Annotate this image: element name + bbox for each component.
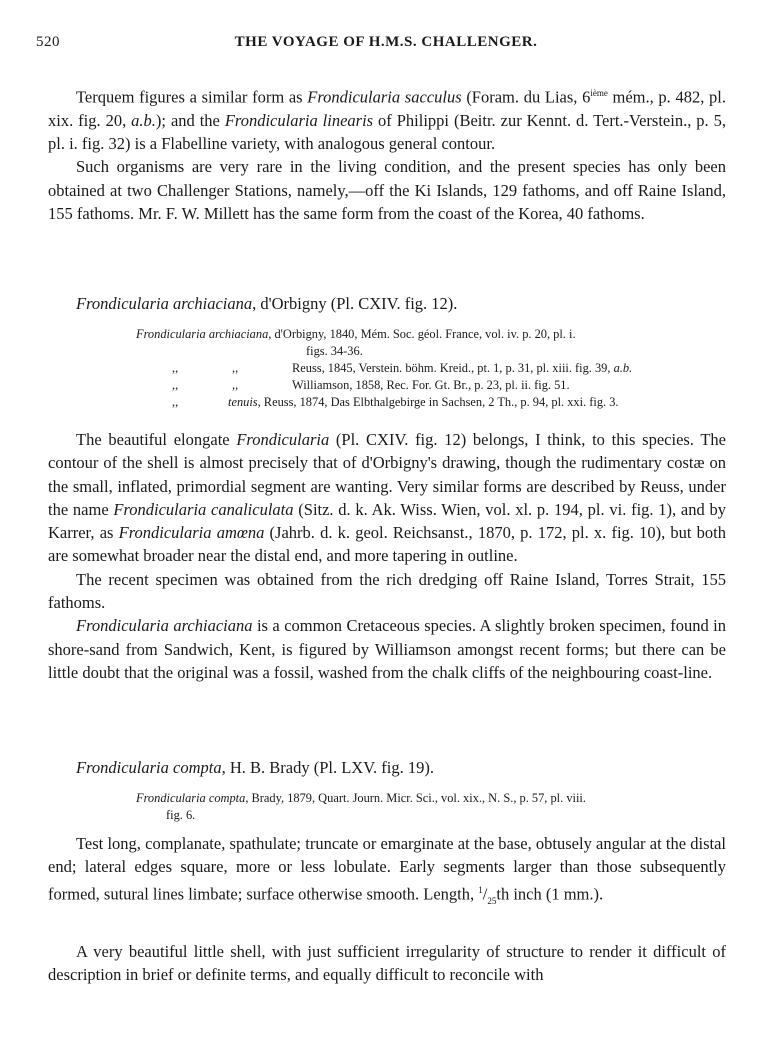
synonymy-entry: Frondicularia archiaciana, d'Orbigny, 1840, Mém. Soc. géol. France, vol. iv. p. 20, pl. i. xyxy=(136,327,576,341)
synonymy-entry: ,, ,, Williamson, 1858, Rec. For. Gt. Br., p. 23, pl. ii. fig. 51. xyxy=(172,378,570,392)
species-heading-archiaciana: Frondicularia archiaciana, d'Orbigny (Pl. CXIV. fig. 12). xyxy=(76,294,458,313)
synonymy-entry: Frondicularia compta, Brady, 1879, Quart. Journ. Micr. Sci., vol. xix., N. S., p. 57, pl. viii. xyxy=(136,791,586,805)
synonymy-entry-continued: fig. 6. xyxy=(166,808,196,822)
taxon-name: Frondicularia sacculus xyxy=(307,87,462,107)
running-title: THE VOYAGE OF H.M.S. CHALLENGER. xyxy=(234,34,538,50)
paragraph-rarity: Such organisms are very rare in the living condition, and the present species has only been obtained at two Challenger Stations, namely,—off the Ki Islands, 129 fathoms, and off Raine Island, 155 fathoms. Mr. F. W. Millett has the same form from the coast of the Korea, 40 fathoms. xyxy=(48,157,726,223)
page-number: 520 xyxy=(36,34,60,50)
paragraph-locality: The recent specimen was obtained from the rich dredging off Raine Island, Torres Strait, 155 fathoms. xyxy=(48,569,726,613)
species-heading-compta: Frondicularia compta, H. B. Brady (Pl. LXV. fig. 19). xyxy=(76,758,434,777)
paragraph-description: The beautiful elongate Frondicularia (Pl. CXIV. fig. 12) belongs, I think, to this species. The contour of the shell is almost precisely that of d'Orbigny's drawing, though the rudimentary costæ on the small, inflated, primordial segment are wanting. Very similar forms are described by Reuss, under the name Frondicularia canaliculata (Sitz. d. k. Ak. Wiss. Wien, vol. xl. p. 194, pl. vi. fig. 1), and by Karrer, as Frondicularia amœna (Jahrb. d. k. geol. Reichsanst., 1870, p. 172, pl. x. fig. 10), but both are somewhat broader near the distal end, and more tapering in outline. xyxy=(48,430,727,566)
paragraph-cretaceous: Frondicularia archiaciana is a common Cretaceous species. A slightly broken specimen, found in shore-sand from Sandwich, Kent, is figured by Williamson amongst recent forms; but there can be little doubt that the original was a fossil, washed from the chalk cliffs of the neighbouring coast-line. xyxy=(48,616,726,682)
synonymy-entry: ,, ,, Reuss, 1845, Verstein. böhm. Kreid., pt. 1, p. 31, pl. xiii. fig. 39, a.b. xyxy=(172,361,633,375)
synonymy-list-compta xyxy=(136,790,728,824)
paragraph-remarks: A very beautiful little shell, with just sufficient irregularity of structure to render it difficult of description in brief or definite terms, and equally difficult to reconcile with xyxy=(48,942,726,985)
taxon-name: Frondicularia linearis xyxy=(224,110,374,130)
compta-discussion xyxy=(48,940,726,987)
paragraph-diagnosis: Test long, complanate, spathulate; truncate or emarginate at the base, obtusely angular at the distal end; lateral edges square, more or less lobulate. Early segments larger than those subsequently formed, sutural lines limbate; surface otherwise smooth. Length, $^1/_{25}th$ inch (1 mm.). xyxy=(48,834,726,906)
compta-diagnosis xyxy=(48,832,726,913)
intro-paragraphs xyxy=(48,82,726,225)
synonymy-entry-continued: figs. 34-36. xyxy=(306,344,363,358)
synonymy-entry: ,, tenuis, Reuss, 1874, Das Elbthalgebirge in Sachsen, 2 Th., p. 94, pl. xxi. fig. 3. xyxy=(172,395,619,409)
synonymy-list-archiaciana xyxy=(136,326,728,411)
paragraph-terquem: Terquem figures a similar form as Frondicularia sacculus (Foram. du Lias, 6ième mém., p. 482, pl. xix. fig. 20, a.b.); and the Frondicularia linearis of Philippi (Beitr. zur Kennt. d. Tert.-Verstein., p. 5, pl. i. fig. 32) is a Flabelline variety, with analogous general contour. xyxy=(48,87,726,154)
archiaciana-discussion xyxy=(48,428,726,684)
